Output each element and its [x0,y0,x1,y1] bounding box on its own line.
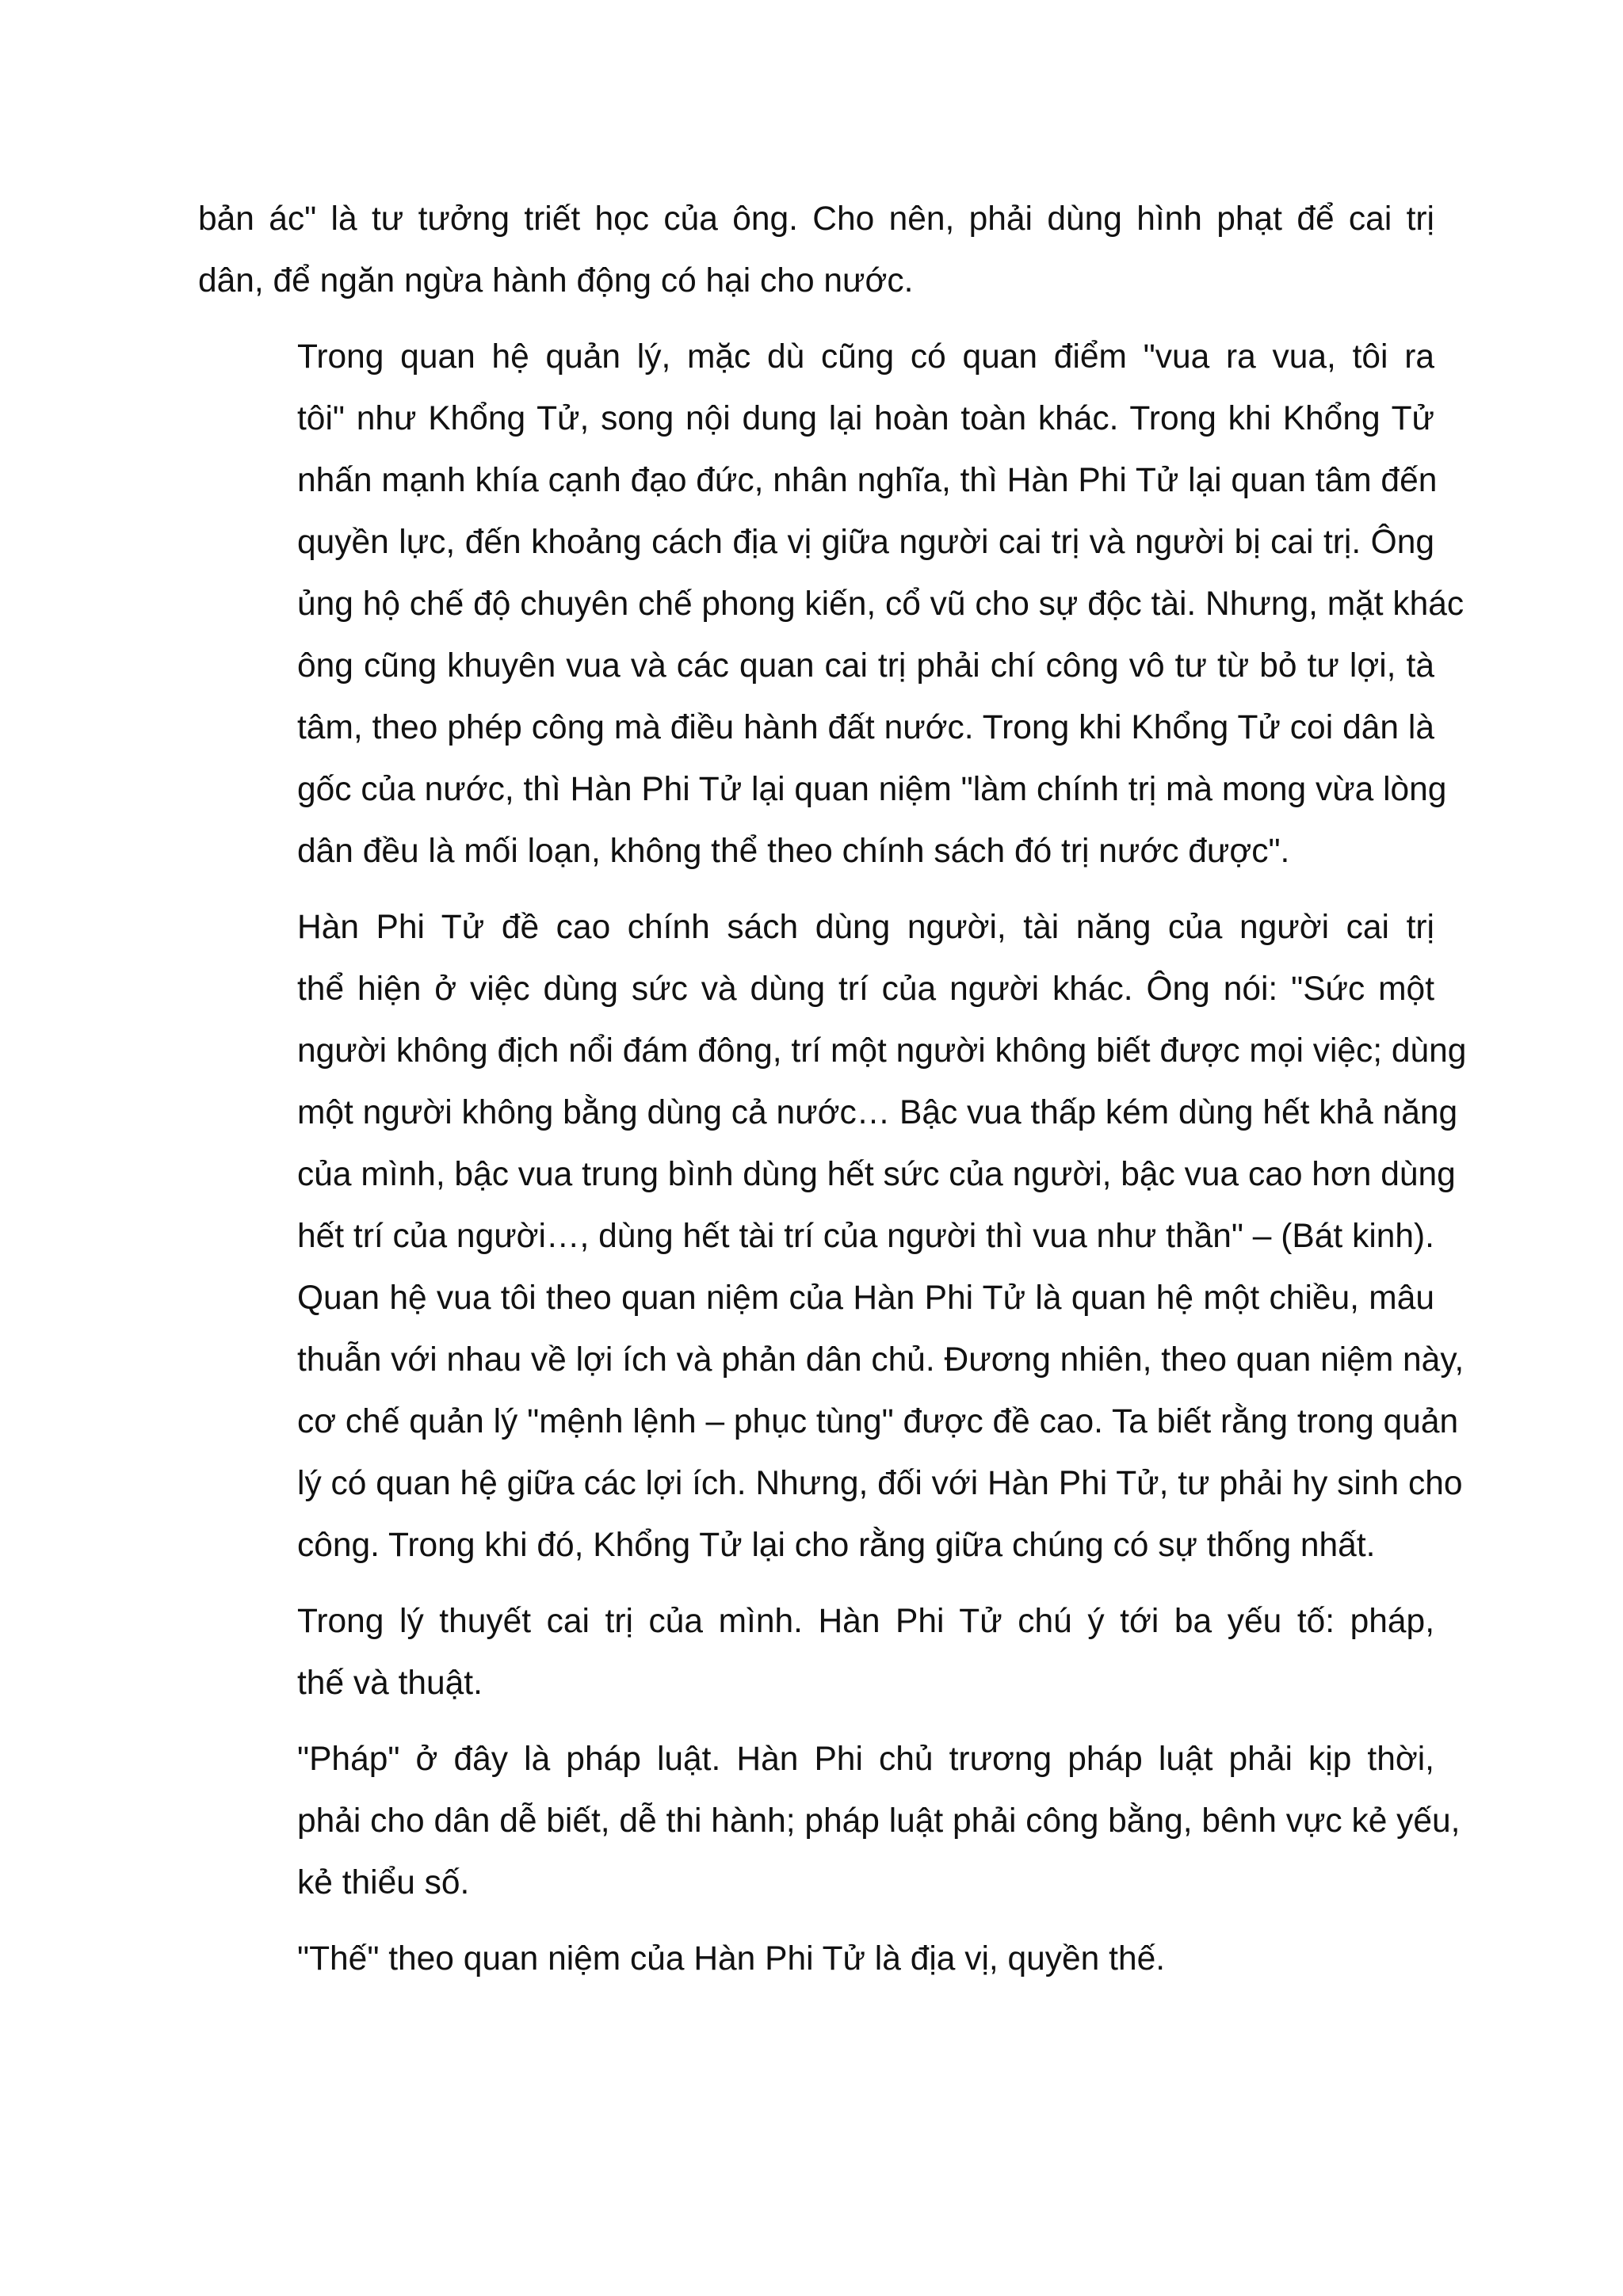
text-line: cơ chế quản lý "mệnh lệnh – phục tùng" được đề cao. Ta biết rằng trong quản [297,1403,1459,1440]
text-line: thế và thuật. [297,1665,483,1702]
text-line: "Pháp" ở đây là pháp luật. Hàn Phi chủ trương pháp luật phải kịp thời, [297,1741,1434,1778]
text-line: "Thế" theo quan niệm của Hàn Phi Tử là địa vị, quyền thế. [297,1940,1166,1978]
paragraph [198,1729,1461,1914]
text-line: nhấn mạnh khía cạnh đạo đức, nhân nghĩa, thì Hàn Phi Tử lại quan tâm đến [297,462,1438,499]
text-line: của mình, bậc vua trung bình dùng hết sức của người, bậc vua cao hơn dùng [297,1156,1456,1193]
text-line: thể hiện ở việc dùng sức và dùng trí của người khác. Ông nói: "Sức một [297,971,1434,1008]
text-line: hết trí của người…, dùng hết tài trí của người thì vua như thần" – (Bát kinh). [297,1218,1434,1255]
text-line: Hàn Phi Tử đề cao chính sách dùng người, tài năng của người cai trị [297,909,1434,946]
text-line: bản ác" là tư tưởng triết học của ông. Cho nên, phải dùng hình phạt để cai trị [198,200,1434,238]
paragraph [198,1591,1434,1714]
text-line: ông cũng khuyên vua và các quan cai trị phải chí công vô tư từ bỏ tư lợi, tà [297,647,1434,685]
text-line: lý có quan hệ giữa các lợi ích. Nhưng, đối với Hàn Phi Tử, tư phải hy sinh cho [297,1465,1463,1502]
text-line: tôi" như Khổng Tử, song nội dung lại hoàn toàn khác. Trong khi Khổng Tử [297,400,1434,437]
text-line: Trong lý thuyết cai trị của mình. Hàn Phi Tử chú ý tới ba yếu tố: pháp, [297,1603,1434,1640]
text-line: phải cho dân dễ biết, dễ thi hành; pháp luật phải công bằng, bênh vực kẻ yếu, [297,1802,1461,1840]
paragraph [198,326,1465,883]
paragraph [198,897,1467,1577]
text-line: dân, để ngăn ngừa hành động có hại cho nước. [198,262,914,299]
text-line: gốc của nước, thì Hàn Phi Tử lại quan niệm "làm chính trị mà mong vừa lòng [297,771,1447,808]
text-line: thuẫn với nhau về lợi ích và phản dân chủ. Đương nhiên, theo quan niệm này, [297,1341,1465,1379]
text-line: người không địch nổi đám đông, trí một người không biết được mọi việc; dùng [297,1032,1467,1070]
text-line: ủng hộ chế độ chuyên chế phong kiến, cổ vũ cho sự độc tài. Nhưng, mặt khác [297,585,1465,623]
text-line: Quan hệ vua tôi theo quan niệm của Hàn Phi Tử là quan hệ một chiều, mâu [297,1280,1434,1317]
body-text [198,189,1467,2004]
paragraph [198,1928,1434,1990]
text-line: tâm, theo phép công mà điều hành đất nước. Trong khi Khổng Tử coi dân là [297,709,1434,746]
text-line: quyền lực, đến khoảng cách địa vị giữa người cai trị và người bị cai trị. Ông [297,524,1434,561]
paragraph [198,189,1434,312]
text-line: công. Trong khi đó, Khổng Tử lại cho rằng giữa chúng có sự thống nhất. [297,1527,1376,1564]
text-line: kẻ thiểu số. [297,1864,470,1901]
text-line: Trong quan hệ quản lý, mặc dù cũng có quan điểm "vua ra vua, tôi ra [297,338,1434,376]
text-line: dân đều là mối loạn, không thể theo chính sách đó trị nước được". [297,833,1290,870]
text-line: một người không bằng dùng cả nước… Bậc vua thấp kém dùng hết khả năng [297,1094,1458,1131]
